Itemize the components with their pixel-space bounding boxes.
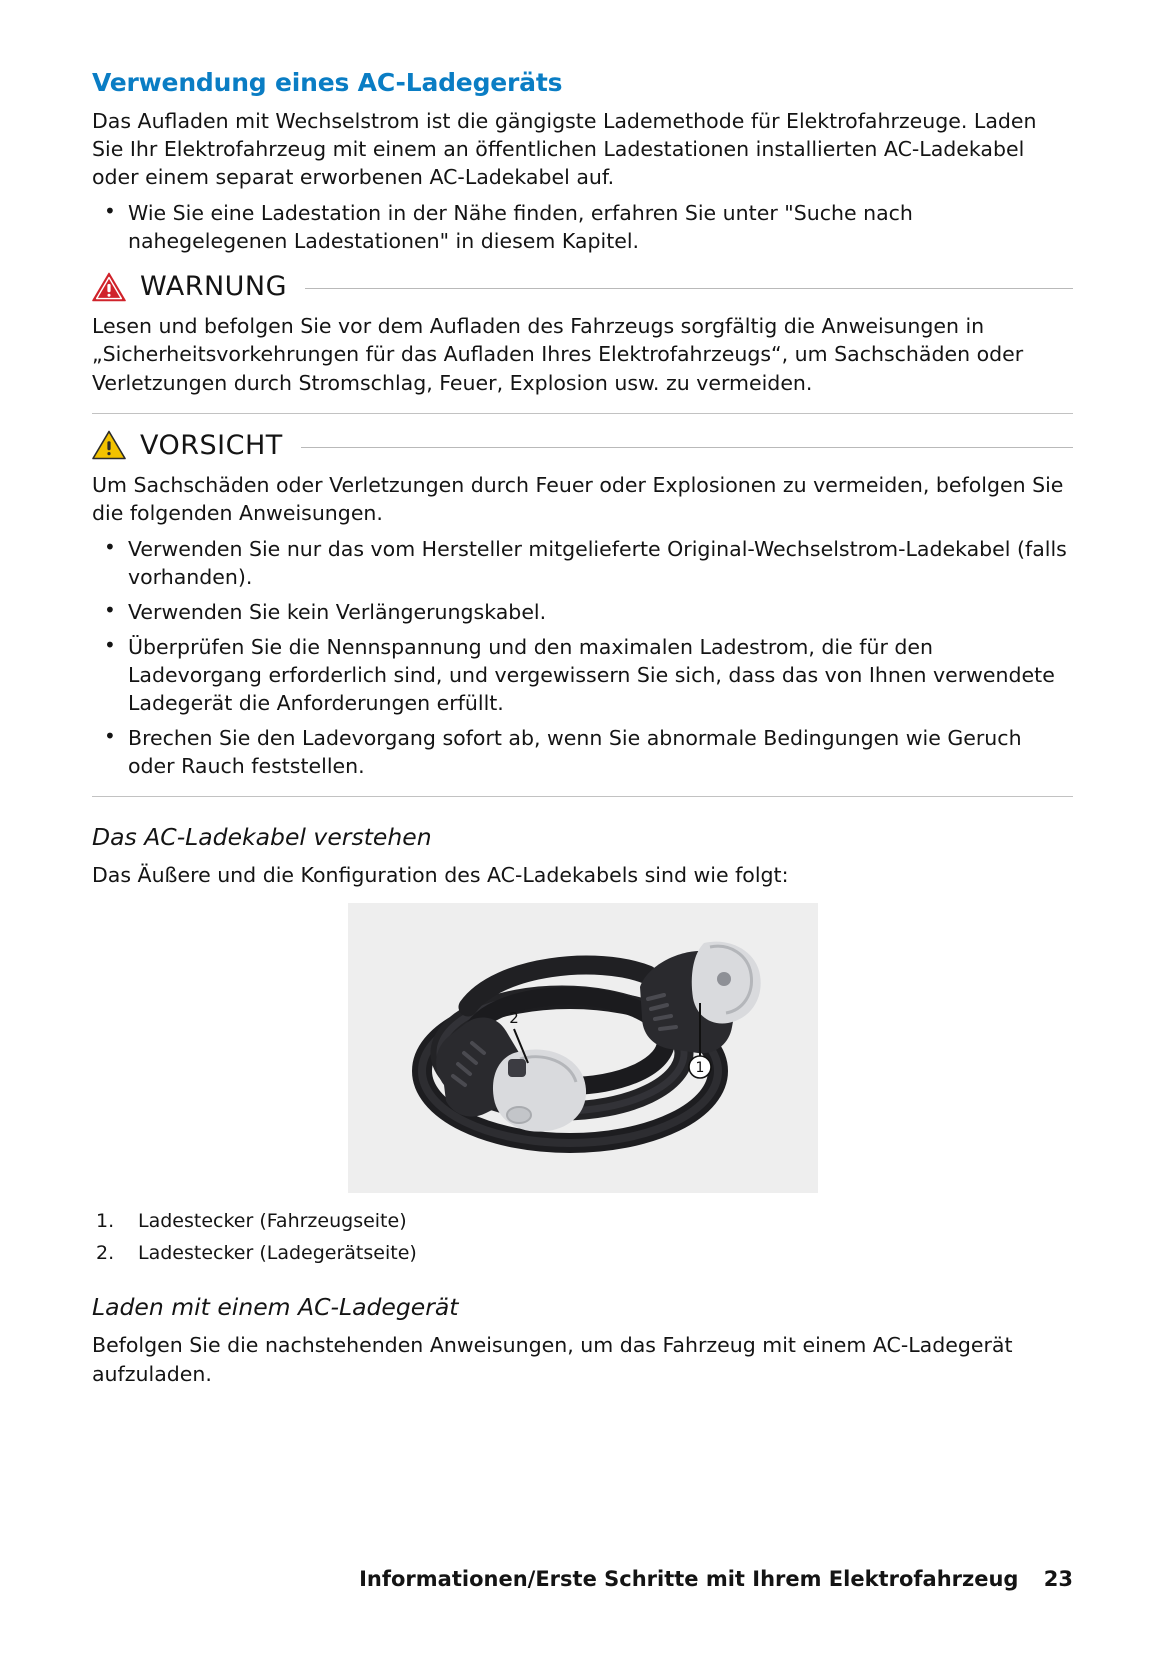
- caution-bullet-list: [92, 535, 1073, 781]
- page-title: Verwendung eines AC-Ladegeräts: [92, 68, 563, 97]
- charging-section-heading: Laden mit einem AC-Ladegerät: [92, 1293, 459, 1322]
- caution-text: Um Sachschäden oder Verletzungen durch Feuer oder Explosionen zu vermeiden, befolgen Sie die folgenden Anweisungen.: [92, 472, 1064, 525]
- list-item: • Brechen Sie den Ladevorgang sofort ab, wenn Sie abnormale Bedingungen wie Geruch oder Rauch feststellen.: [92, 724, 1073, 780]
- warning-triangle-icon: [92, 272, 126, 302]
- caution-bottom-divider: [92, 796, 1073, 797]
- svg-text:2: 2: [508, 1009, 519, 1028]
- section-intro-paragraph: Das Aufladen mit Wechselstrom ist die gängigste Lademethode für Elektrofahrzeuge. Laden Sie Ihr Elektrofahrzeug mit einem an öffentlichen Ladestationen installierten AC-Ladekabel oder einem separat erworbenen AC-Ladekabel auf.: [92, 109, 1037, 190]
- warning-label: WARNUNG: [140, 271, 288, 303]
- list-item: [92, 1239, 1073, 1268]
- list-item: • Verwenden Sie kein Verlängerungskabel.: [92, 598, 1073, 626]
- caution-header: [92, 430, 1073, 461]
- footer-page-number: 23: [1043, 1567, 1073, 1591]
- caution-label: VORSICHT: [140, 429, 283, 461]
- list-item: • Überprüfen Sie die Nennspannung und den maximalen Ladestrom, die für den Ladevorgang erforderlich sind, und vergewissern Sie sich, dass das von Ihnen verwendete Ladegerät die Anforderungen erfüllt.: [92, 633, 1073, 717]
- warning-text: Lesen und befolgen Sie vor dem Aufladen des Fahrzeugs sorgfältig die Anweisungen in „Sicherheitsvorkehrungen für das Aufladen Ihres Elektrofahrzeugs“, um Sachschäden oder Verletzungen durch Stromschlag, Feuer, Explosion usw. zu vermeiden.: [92, 314, 1024, 395]
- legend-number: 1.: [96, 1210, 115, 1233]
- caution-notice: [92, 430, 1073, 781]
- caution-divider: [301, 447, 1073, 448]
- list-item: • Verwenden Sie nur das vom Hersteller mitgelieferte Original-Wechselstrom-Ladekabel (falls vorhanden).: [92, 535, 1073, 591]
- warning-divider: [305, 288, 1073, 289]
- list-item: • Wie Sie eine Ladestation in der Nähe finden, erfahren Sie unter "Suche nach nahegelegenen Ladestationen" in diesem Kapitel.: [92, 199, 1073, 255]
- cable-section-intro: Das Äußere und die Konfiguration des AC-Ladekabels sind wie folgt:: [92, 863, 789, 888]
- list-item: [92, 1207, 1073, 1236]
- page-footer: [92, 1567, 1073, 1591]
- warning-header: [92, 271, 1073, 302]
- section-bullet-list: [92, 199, 1073, 255]
- cable-legend-list: [92, 1207, 1073, 1267]
- cable-section-heading: Das AC-Ladekabel verstehen: [92, 823, 432, 852]
- legend-number: 2.: [96, 1241, 115, 1264]
- charging-section-text: Befolgen Sie die nachstehenden Anweisungen, um das Fahrzeug mit einem AC-Ladegerät aufzuladen.: [92, 1333, 1013, 1386]
- warning-bottom-divider: [92, 413, 1073, 414]
- cable-figure-image: [348, 903, 818, 1193]
- legend-label: Ladestecker (Ladegerätseite): [138, 1241, 417, 1264]
- warning-notice: [92, 271, 1073, 396]
- caution-triangle-icon: [92, 430, 126, 460]
- legend-label: Ladestecker (Fahrzeugseite): [138, 1210, 407, 1233]
- cable-figure: [92, 903, 1073, 1193]
- footer-chapter: Informationen/Erste Schritte mit Ihrem Elektrofahrzeug: [359, 1567, 1019, 1591]
- svg-text:1: 1: [695, 1060, 704, 1077]
